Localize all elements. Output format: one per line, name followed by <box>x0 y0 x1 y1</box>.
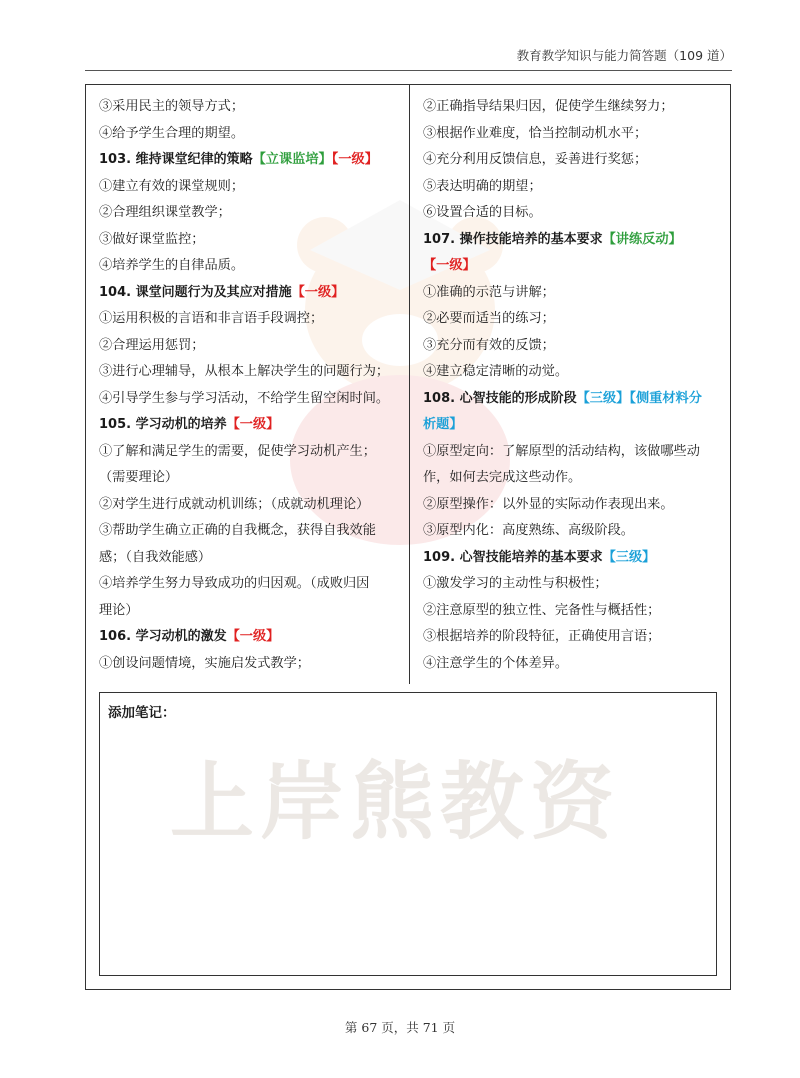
list-item: ⑥设置合适的目标。 <box>423 205 542 220</box>
heading-text: 104. 课堂问题行为及其应对措施 <box>99 284 292 300</box>
list-item: 理论） <box>99 602 139 618</box>
list-item: ②对学生进行成就动机训练；（成就动机理论） <box>99 496 370 512</box>
list-item: ②合理运用惩罚； <box>99 337 205 353</box>
list-item: （需要理论） <box>99 470 179 485</box>
heading-text: 105. 学习动机的培养 <box>99 417 227 432</box>
heading-text: 107. 操作技能培养的基本要求 <box>423 231 603 247</box>
list-item: ②正确指导结果归因，促使学生继续努力； <box>423 99 674 114</box>
list-item: ④给予学生合理的期望。 <box>99 125 245 141</box>
heading-text: 106. 学习动机的激发 <box>99 629 227 644</box>
level-tag: 【立课监培】 <box>252 152 332 167</box>
section-heading <box>99 280 399 307</box>
level-tag: 【一级】 <box>291 284 345 300</box>
list-item: ④培养学生努力导致成功的归因观。（成败归因 <box>99 576 370 591</box>
level-tag: 【三级】 <box>576 390 630 406</box>
list-item: ①运用积极的言语和非言语手段调控； <box>99 311 324 326</box>
watermark-text: 上岸熊教资 <box>170 753 621 851</box>
section-heading <box>99 624 399 651</box>
list-item: ①准确的示范与讲解； <box>423 284 555 300</box>
level-tag: 【三级】 <box>602 549 656 565</box>
section-heading <box>99 412 399 439</box>
list-item: ③帮助学生确立正确的自我概念，获得自我效能 <box>99 523 376 538</box>
heading-text: 109. 心智技能培养的基本要求 <box>423 549 603 565</box>
list-item: ③充分而有效的反馈； <box>423 337 555 353</box>
list-item: 感；（自我效能感） <box>99 549 212 565</box>
list-item: ③进行心理辅导，从根本上解决学生的问题行为； <box>99 364 390 379</box>
list-item: ④建立稳定清晰的动觉。 <box>423 364 569 379</box>
list-item: ①建立有效的课堂规则； <box>99 178 245 194</box>
section-heading <box>423 412 723 439</box>
level-tag: 【一级】 <box>226 629 280 644</box>
left-column <box>99 94 399 677</box>
section-heading <box>423 253 723 280</box>
list-item: ④注意学生的个体差异。 <box>423 655 569 671</box>
notes-box[interactable] <box>99 692 717 976</box>
list-item: ②合理组织课堂教学； <box>99 205 231 220</box>
header-divider <box>85 70 732 71</box>
heading-text: 103. 维持课堂纪律的策略 <box>99 152 253 167</box>
list-item: ①了解和满足学生的需要，促使学习动机产生； <box>99 443 376 459</box>
page-number: 第 67 页，共 71 页 <box>344 1020 456 1035</box>
list-item: ①创设问题情境，实施启发式教学； <box>99 655 310 671</box>
list-item: ③根据作业难度，恰当控制动机水平； <box>423 125 648 141</box>
level-tag: 【侧重材料分 <box>629 390 702 406</box>
list-item: 作，如何去完成这些动作。 <box>423 470 582 485</box>
list-item: ⑤表达明确的期望； <box>423 178 542 194</box>
list-item: ③采用民主的领导方式； <box>99 99 245 114</box>
header-title: 教育教学知识与能力简答题（109 道） <box>516 48 732 63</box>
section-heading <box>423 227 723 254</box>
list-item: ③做好课堂监控； <box>99 231 205 247</box>
list-item: ③原型内化：高度熟练、高级阶段。 <box>423 523 634 538</box>
level-tag: 【一级】 <box>331 152 378 167</box>
heading-text: 108. 心智技能的形成阶段 <box>423 390 577 406</box>
list-item: ③根据培养的阶段特征，正确使用言语； <box>423 629 661 644</box>
list-item: ②原型操作：以外显的实际动作表现出来。 <box>423 496 674 512</box>
list-item: ①激发学习的主动性与积极性； <box>423 576 608 591</box>
section-heading <box>423 386 723 413</box>
column-divider <box>409 84 410 684</box>
level-tag: 【讲练反动】 <box>602 231 682 247</box>
level-tag: 【一级】 <box>423 258 476 273</box>
list-item: ④充分利用反馈信息，妥善进行奖惩； <box>423 152 648 167</box>
list-item: ①原型定向：了解原型的活动结构，该做哪些动 <box>423 443 700 459</box>
notes-label: 添加笔记： <box>108 705 176 721</box>
list-item: ④引导学生参与学习活动，不给学生留空闲时间。 <box>99 390 390 406</box>
list-item: ④培养学生的自律品质。 <box>99 258 245 273</box>
list-item: ②注意原型的独立性、完备性与概括性； <box>423 602 661 618</box>
list-item: ②必要而适当的练习； <box>423 311 555 326</box>
level-tag: 析题】 <box>423 417 463 432</box>
section-heading <box>99 147 399 174</box>
level-tag: 【一级】 <box>226 417 280 432</box>
right-column <box>423 94 723 677</box>
section-heading <box>423 545 723 572</box>
